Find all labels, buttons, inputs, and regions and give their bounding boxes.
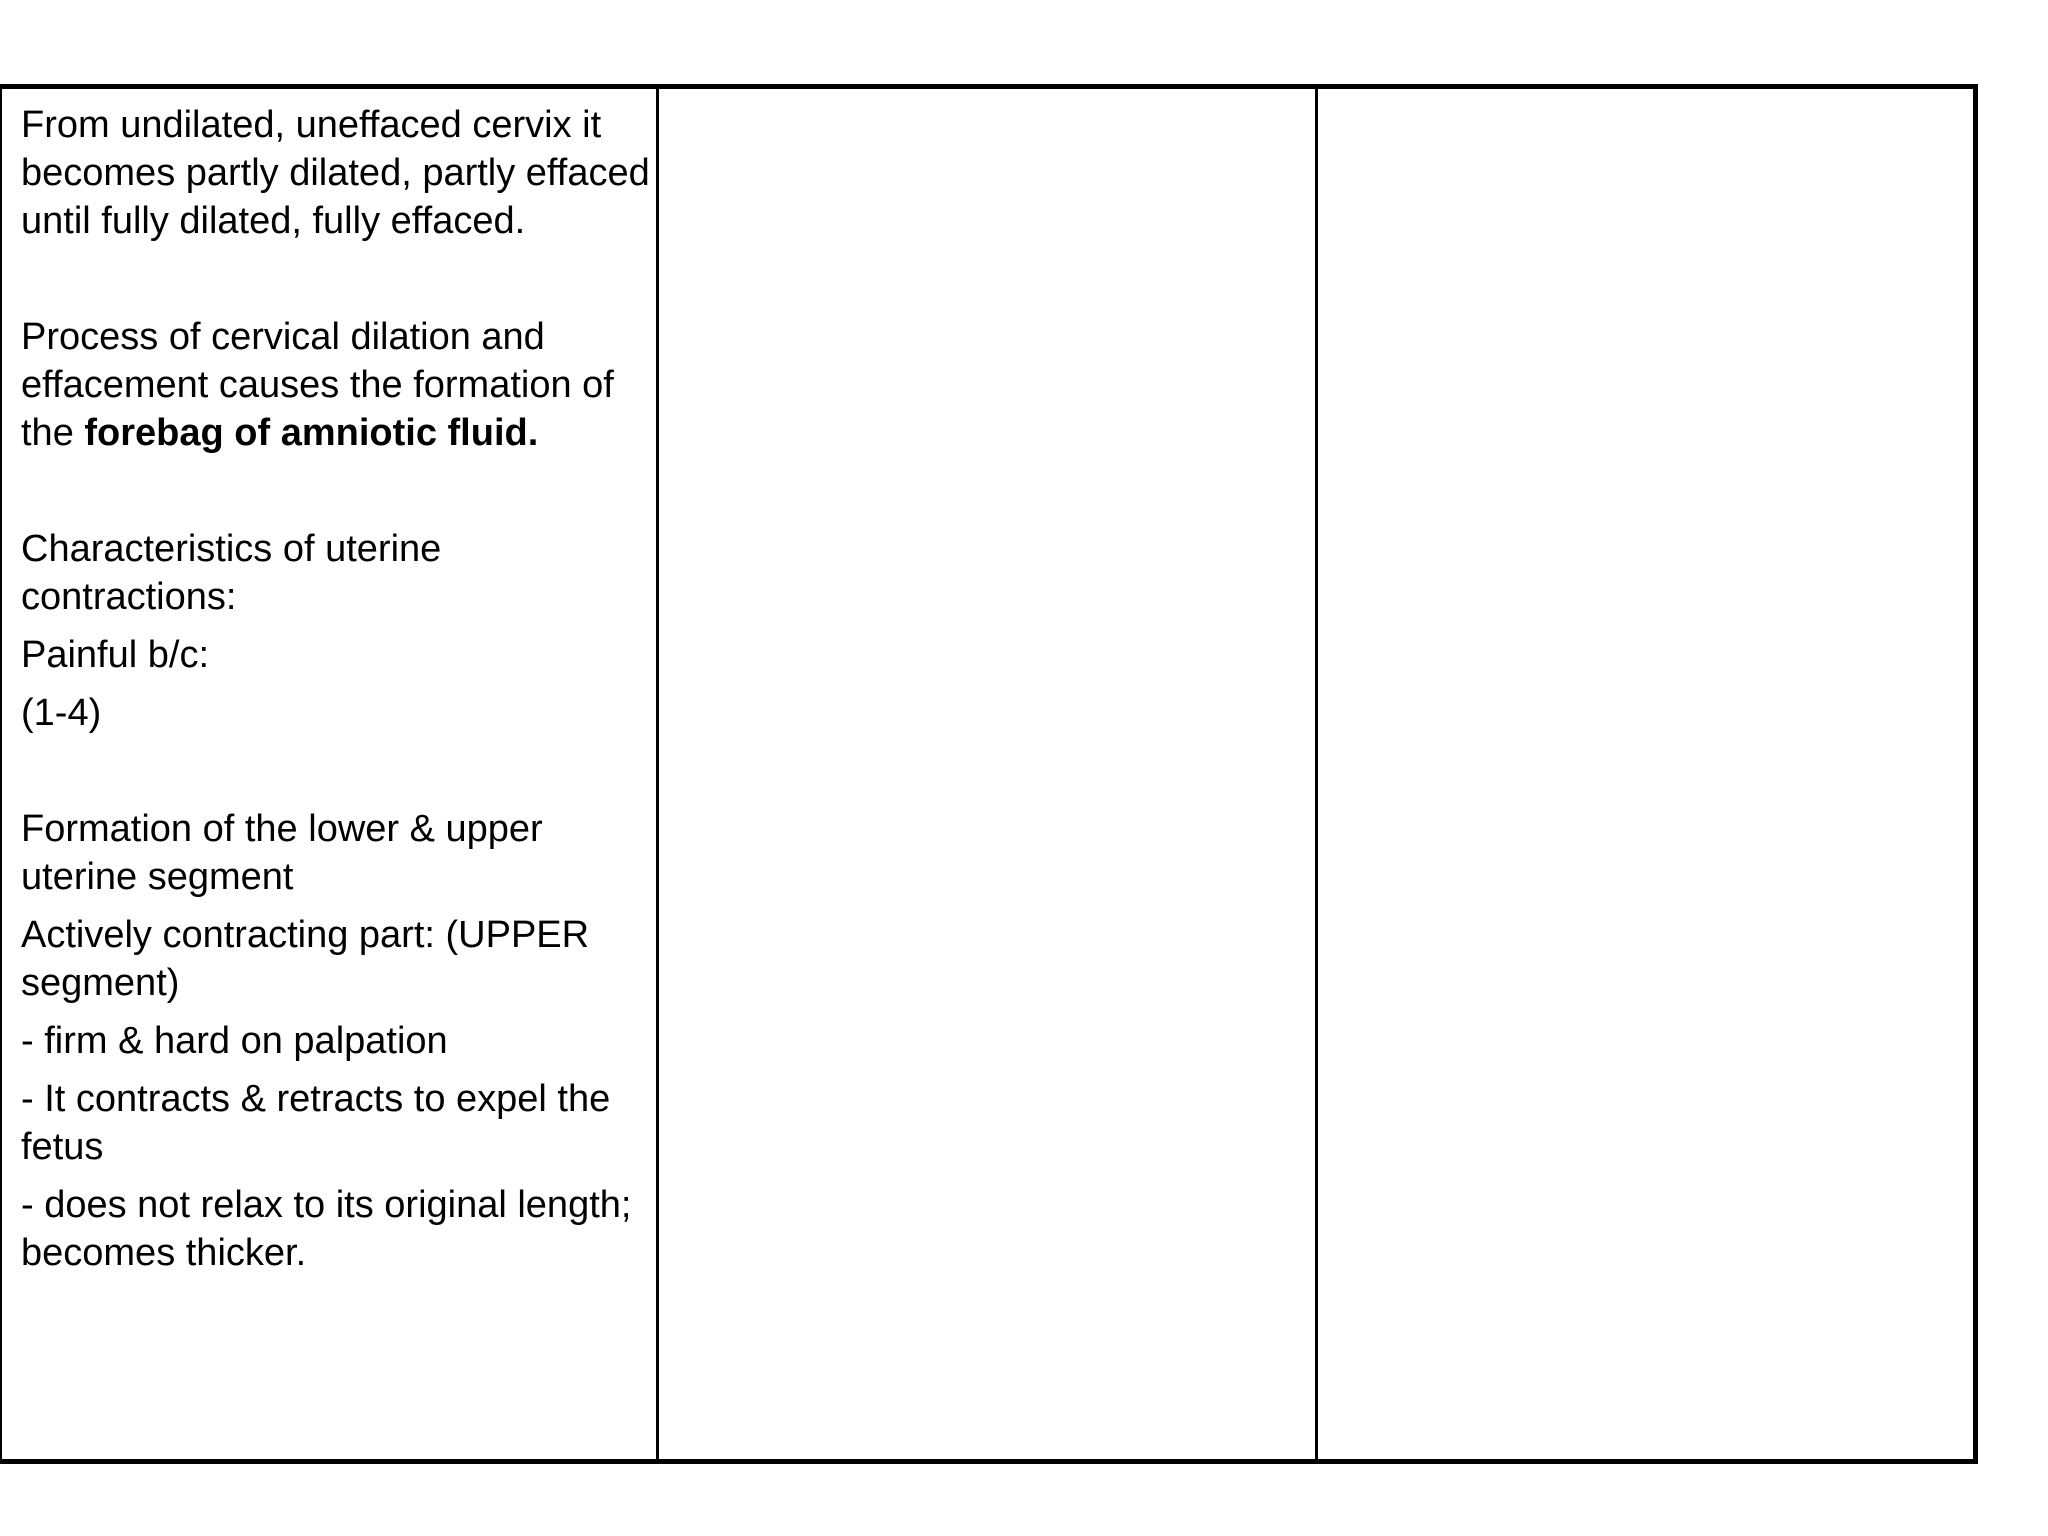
bullet-contracts-retracts: - It contracts & retracts to expel the fetus bbox=[21, 1078, 611, 1168]
forebag-bold-term: forebag of amniotic fluid. bbox=[84, 412, 539, 454]
paragraph-painful: Painful b/c: bbox=[21, 634, 209, 676]
paragraph-uterine-segment: Formation of the lower & upper uterine segment bbox=[21, 808, 543, 898]
bullet-firm-hard: - firm & hard on palpation bbox=[21, 1020, 448, 1062]
paragraph-cervix-dilation: From undilated, uneffaced cervix it becomes partly dilated, partly effaced until fully dilated, fully effaced. bbox=[21, 104, 650, 242]
paragraph-upper-segment: Actively contracting part: (UPPER segment) bbox=[21, 914, 590, 1004]
table-cell-column-3 bbox=[1318, 89, 1973, 1459]
paragraph-forebag-text: Process of cervical dilation and effacement causes the formation of the bbox=[21, 316, 614, 454]
bullet-does-not-relax: - does not relax to its original length; becomes thicker. bbox=[21, 1184, 632, 1274]
table-cell-column-1 bbox=[2, 89, 659, 1459]
table-cell-column-2 bbox=[659, 89, 1318, 1459]
paragraph-list-range: (1-4) bbox=[21, 692, 102, 734]
paragraph-contraction-characteristics: Characteristics of uterine contractions: bbox=[21, 528, 442, 618]
paragraph-forebag bbox=[21, 313, 656, 457]
notes-table bbox=[0, 84, 1978, 1464]
